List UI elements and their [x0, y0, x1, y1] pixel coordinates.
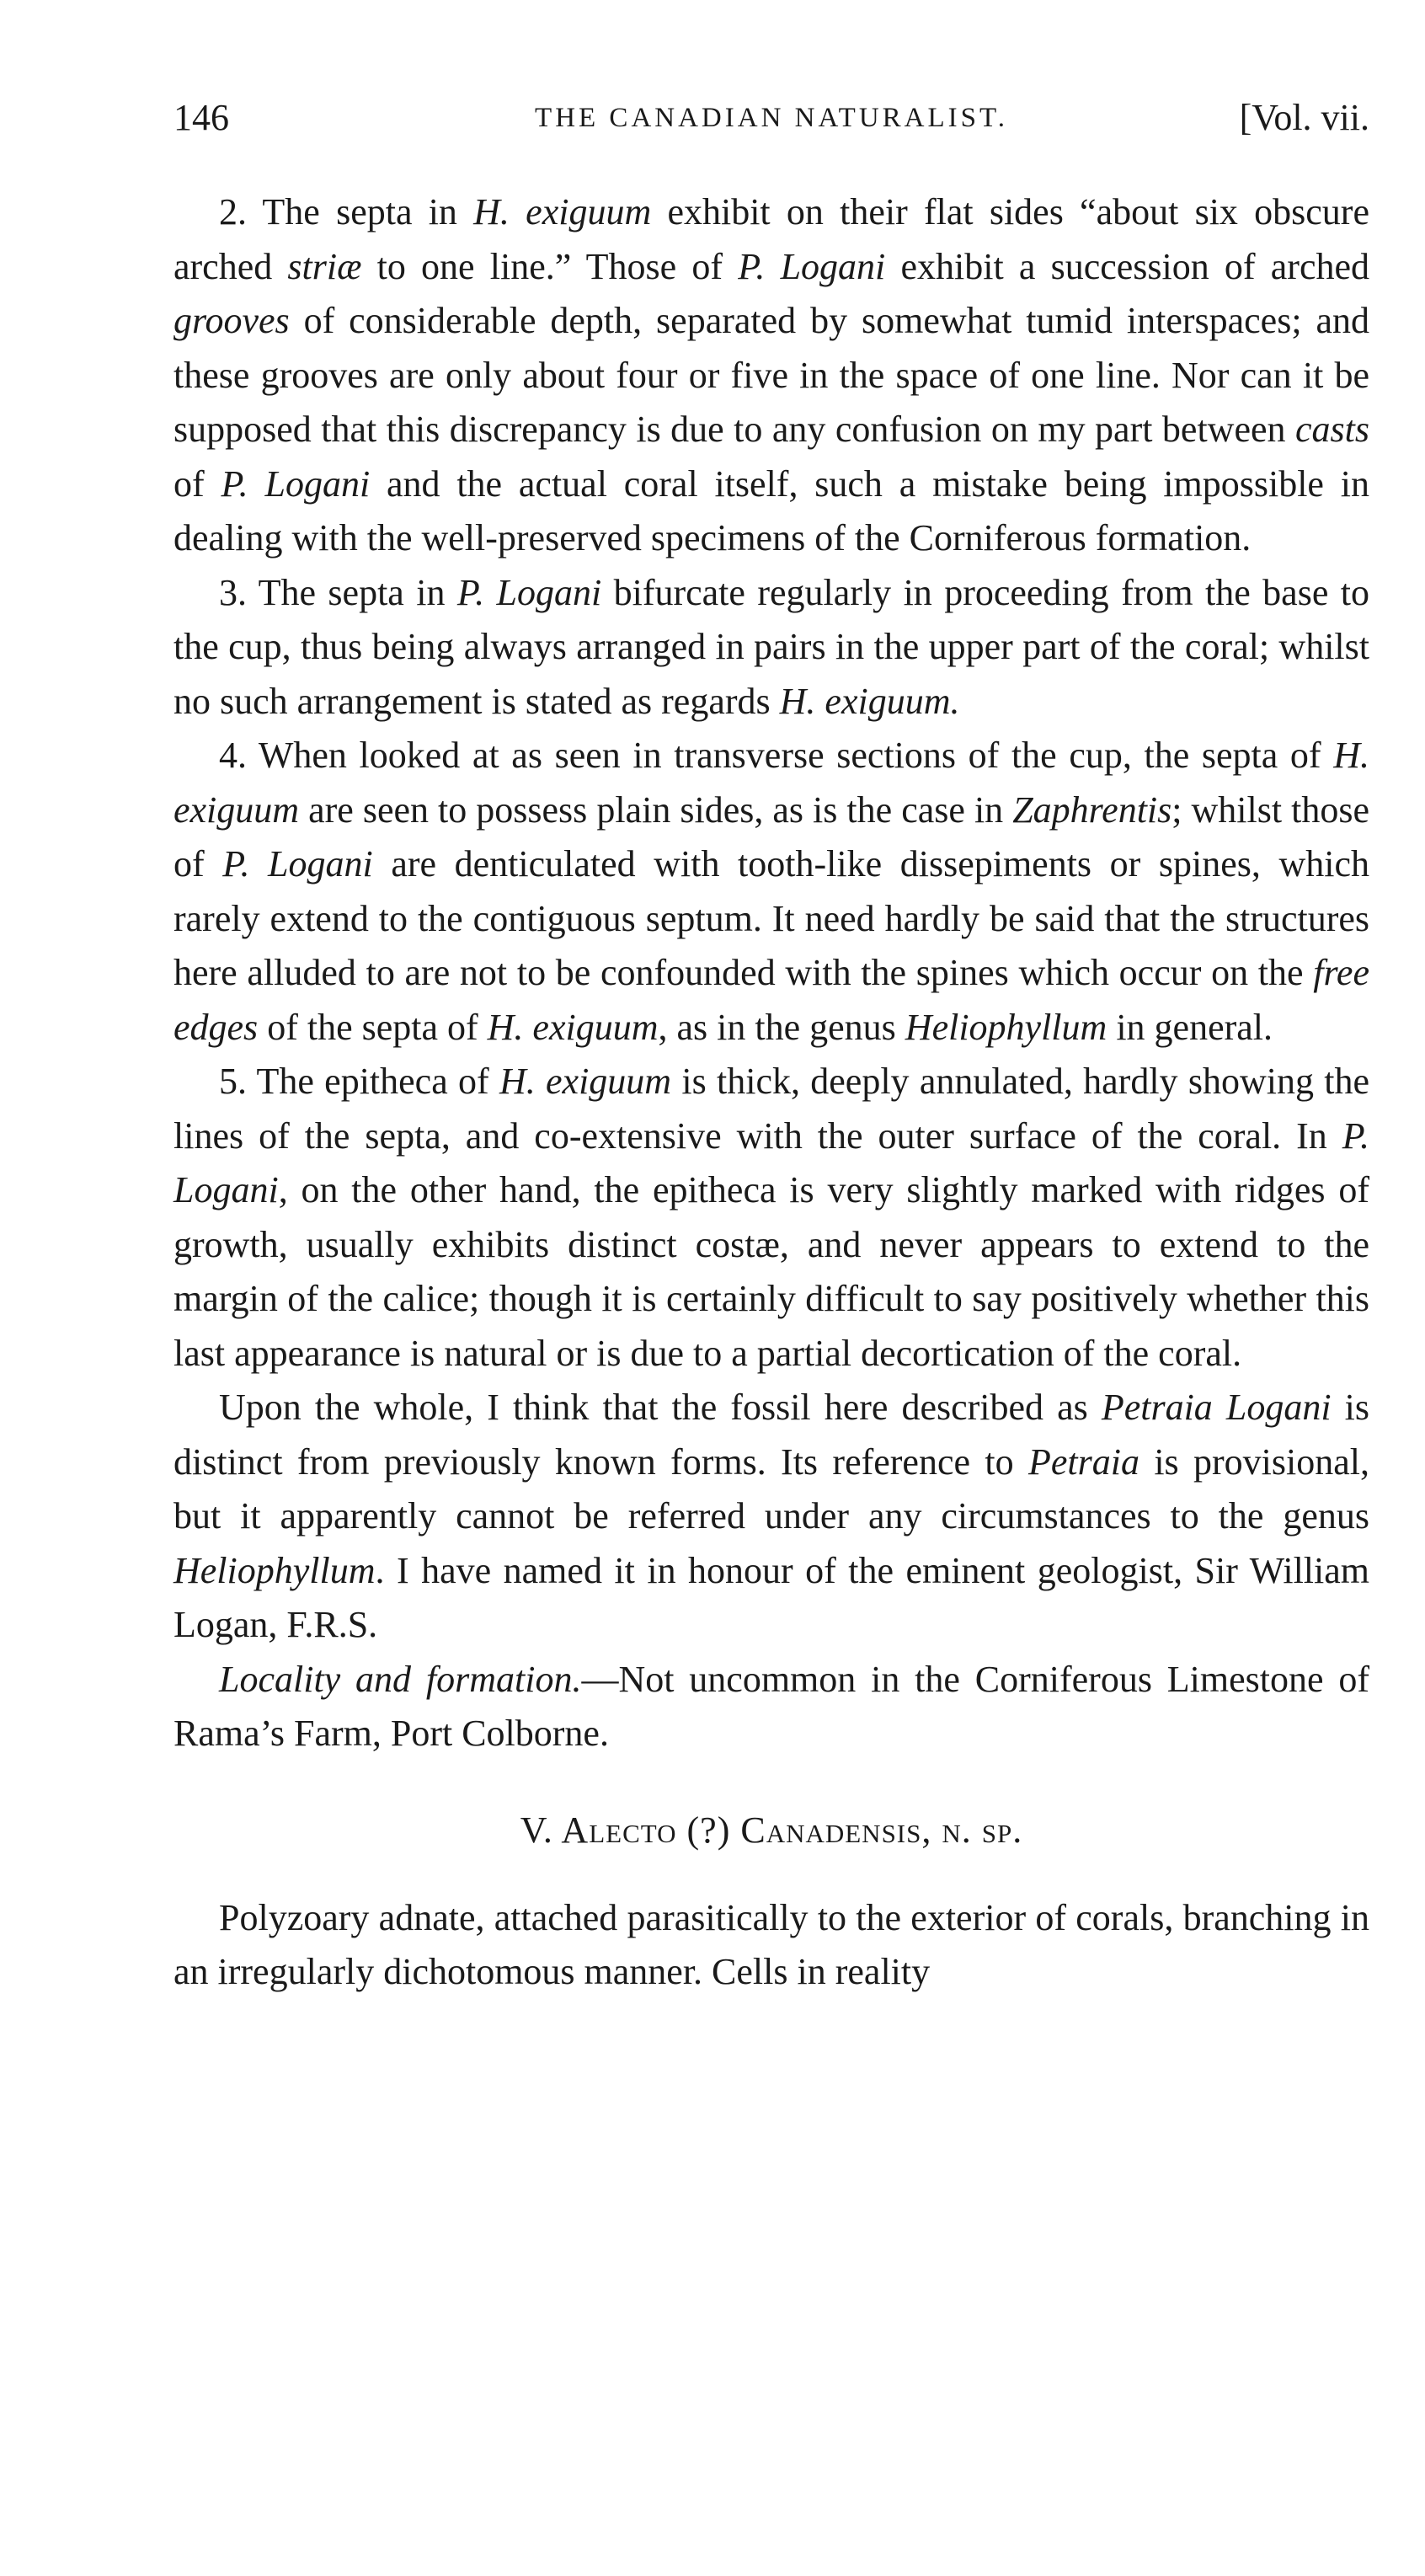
- text-run: of the septa of: [258, 1006, 488, 1048]
- text-run: 2. The septa in: [219, 191, 474, 232]
- paragraph-locality: [173, 1653, 1369, 1761]
- text-run: are seen to possess plain sides, as is the case in: [299, 788, 1013, 831]
- section-heading: V. Alecto (?) Canadensis, n. sp.: [520, 1809, 1023, 1851]
- text-run: Upon the whole, I think that the fossil here described as: [219, 1387, 1102, 1428]
- italic-run: P. Logani: [173, 1114, 1369, 1211]
- running-head: [173, 84, 1369, 152]
- text-run: is provisional, but it apparently cannot be referred under any circumstances to the genus: [173, 1440, 1369, 1537]
- text-run: ; whilst those of: [173, 788, 1369, 884]
- text-run: exhibit on their flat sides “about six obscure arched: [173, 191, 1369, 287]
- italic-run: P. Logani: [738, 245, 886, 287]
- italic-run: H. exiguum: [499, 1061, 672, 1102]
- italic-run: free edges: [173, 952, 1369, 1048]
- text-run: of considerable depth, separated by somewhat tumid interspaces; and these grooves are only about four or five in the space of one line. Nor can it be supposed that this discrepancy is due to any confusion on my part between: [173, 300, 1369, 450]
- italic-run: grooves: [173, 300, 290, 341]
- italic-run: Heliophyllum: [905, 1006, 1107, 1048]
- italic-run: P. Logani: [222, 843, 373, 884]
- text-run: in general.: [1107, 1006, 1273, 1048]
- book-page: [173, 84, 1369, 2000]
- italic-run: H. exiguum: [487, 1006, 659, 1048]
- text-run: , on the other hand, the epitheca is very slightly marked with ridges of growth, usually exhibits distinct costæ, and never appears to extend to the margin of the calice; though it is certainly difficult to say positively whether this last appearance is natural or is due to a partial decortication of the coral.: [173, 1169, 1369, 1374]
- journal-title: THE CANADIAN NATURALIST.: [535, 103, 1008, 133]
- paragraph-5: [173, 1055, 1369, 1381]
- text-run: Polyzoary adnate, attached parasitically to the exterior of corals, branching in an irregularly dichotomous manner. Cells in reality: [173, 1896, 1369, 1992]
- text-run: is distinct from previously known forms. Its reference to: [173, 1387, 1369, 1483]
- italic-run: Heliophyllum: [173, 1549, 376, 1591]
- text-run: and the actual coral itself, such a mistake being impossible in dealing with the well-preserved specimens of the Corniferous formation.: [173, 462, 1369, 558]
- text-run: 4. When looked at as seen in transverse sections of the cup, the septa of: [219, 735, 1334, 776]
- text-run: is thick, deeply annulated, hardly showing the lines of the septa, and co-extensive with the outer surface of the coral. In: [173, 1061, 1369, 1157]
- italic-run: P. Logani: [221, 462, 371, 505]
- italic-run: Petraia Logani: [1101, 1387, 1332, 1428]
- text-run: bifurcate regularly in proceeding from the base to the cup, thus being always arranged in pairs in the upper part of the coral; whilst no such arrangement is stated as regards: [173, 571, 1369, 722]
- paragraph-6: [173, 1381, 1369, 1653]
- italic-run: H. exiguum: [173, 735, 1369, 831]
- italic-run: H. exiguum: [473, 191, 652, 232]
- text-run: 3. The septa in: [219, 571, 457, 613]
- paragraph-4: [173, 729, 1369, 1055]
- text-run: 5. The epitheca of: [219, 1061, 499, 1102]
- paragraph-3: [173, 566, 1369, 730]
- italic-run: Zaphrentis: [1012, 788, 1172, 831]
- italic-run: P. Logani: [456, 571, 602, 613]
- italic-run: Petraia: [1027, 1440, 1139, 1483]
- volume-label: [Vol. vii.: [1239, 97, 1369, 138]
- text-run: to one line.” Those of: [361, 245, 739, 287]
- text-run: exhibit a succession of arched: [885, 245, 1369, 287]
- italic-run: H. exiguum.: [779, 680, 960, 722]
- italic-run: casts: [1295, 409, 1369, 450]
- italic-run: striæ: [287, 245, 362, 287]
- page-number: 146: [173, 97, 229, 138]
- paragraph-2: [173, 185, 1369, 566]
- paragraph-8: [173, 1891, 1369, 2000]
- text-run: , as in the genus: [658, 1006, 905, 1048]
- text-run: . I have named it in honour of the eminent geologist, Sir William Logan, F.R.S.: [173, 1549, 1369, 1645]
- text-run: of: [173, 462, 221, 505]
- italic-run: Locality and formation.: [219, 1658, 582, 1700]
- text-run: are denticulated with tooth-like dissepiments or spines, which rarely extend to the contiguous septum. It need hardly be said that the structures here alluded to are not to be confounded with the spines which occur on the: [173, 843, 1370, 993]
- text-run: —Not uncommon in the Corniferous Limestone of Rama’s Farm, Port Colborne.: [173, 1658, 1369, 1754]
- body-text: [173, 185, 1369, 2000]
